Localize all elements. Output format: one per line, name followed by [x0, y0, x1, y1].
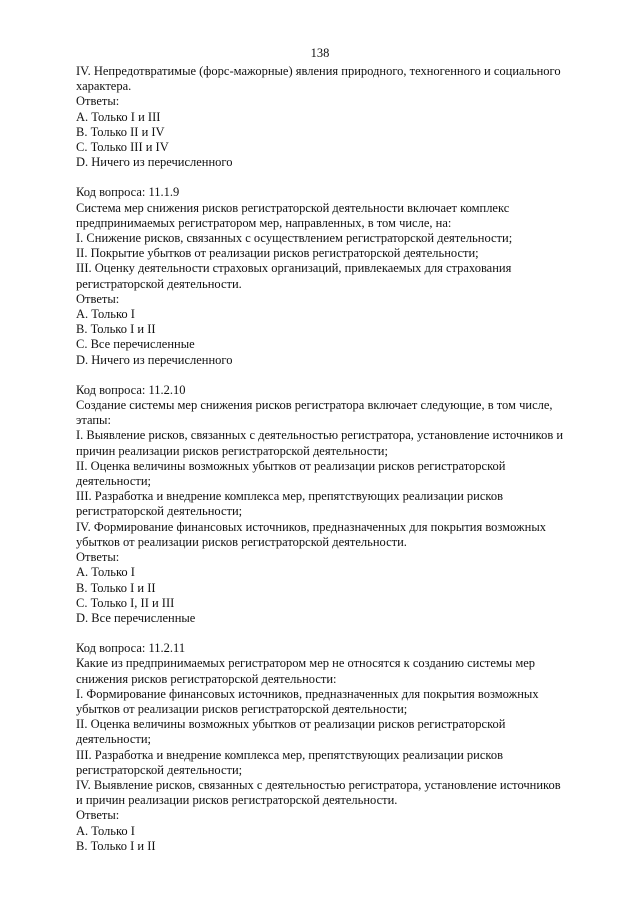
text-line: деятельности;: [76, 732, 152, 747]
text-line: III. Разработка и внедрение комплекса мер, препятствующих реализации рисков: [76, 489, 503, 504]
page-content: [76, 64, 596, 854]
text-line: III. Разработка и внедрение комплекса мер, препятствующих реализации рисков: [76, 747, 503, 762]
answer-option: B. Только I и II: [76, 322, 156, 337]
question-code: Код вопроса: 11.1.9: [76, 185, 180, 200]
text-line: I. Выявление рисков, связанных с деятельностью регистратора, установление источников и: [76, 428, 564, 443]
answers-label: Ответы:: [76, 550, 120, 565]
answers-label: Ответы:: [76, 808, 120, 823]
text-line: этапы:: [76, 413, 111, 428]
text-line: характера.: [76, 79, 132, 94]
text-line: Создание системы мер снижения рисков регистратора включает следующие, в том числе,: [76, 398, 553, 413]
answer-option: C. Только III и IV: [76, 140, 169, 155]
answer-option: A. Только I и III: [76, 109, 161, 124]
text-line: Какие из предпринимаемых регистратором мер не относятся к созданию системы мер: [76, 656, 536, 671]
question-code: Код вопроса: 11.2.10: [76, 382, 186, 397]
text-line: III. Оценку деятельности страховых организаций, привлекаемых для страхования: [76, 261, 512, 276]
page-number: 138: [310, 46, 330, 60]
answer-option: A. Только I: [76, 823, 135, 838]
text-line: II. Покрытие убытков от реализации рисков регистраторской деятельности;: [76, 246, 479, 261]
text-line: IV. Выявление рисков, связанных с деятельностью регистратора, установление источников: [76, 777, 561, 792]
answer-option: C. Все перечисленные: [76, 337, 195, 352]
text-line: I. Формирование финансовых источников, предназначенных для покрытия возможных: [76, 686, 539, 701]
question-block: [76, 383, 596, 626]
spacer: [76, 170, 596, 185]
question-block: [76, 64, 596, 170]
answer-option: A. Только I: [76, 307, 135, 322]
text-line: снижения рисков регистраторской деятельности:: [76, 671, 337, 686]
text-line: I. Снижение рисков, связанных с осуществлением регистраторской деятельности;: [76, 231, 513, 246]
text-line: регистраторской деятельности;: [76, 762, 243, 777]
answers-label: Ответы:: [76, 94, 120, 109]
answer-option: C. Только I, II и III: [76, 595, 175, 610]
question-block: [76, 641, 596, 854]
answer-option: D. Ничего из перечисленного: [76, 155, 233, 170]
answer-option: B. Только I и II: [76, 580, 156, 595]
text-line: причин реализации рисков регистраторской деятельности;: [76, 443, 388, 458]
text-line: IV. Непредотвратимые (форс-мажорные) явления природного, техногенного и социального: [76, 64, 561, 78]
answer-option: B. Только I и II: [76, 838, 156, 853]
spacer: [76, 368, 596, 383]
text-line: деятельности;: [76, 474, 152, 489]
answer-option: D. Ничего из перечисленного: [76, 352, 233, 367]
answer-option: A. Только I: [76, 565, 135, 580]
text-line: и причин реализации рисков регистраторской деятельности.: [76, 793, 398, 808]
text-line: II. Оценка величины возможных убытков от реализации рисков регистраторской: [76, 717, 506, 732]
text-line: регистраторской деятельности.: [76, 276, 242, 291]
question-code: Код вопроса: 11.2.11: [76, 641, 186, 656]
text-line: убытков от реализации рисков регистраторской деятельности;: [76, 701, 408, 716]
text-line: убытков от реализации рисков регистраторской деятельности.: [76, 534, 407, 549]
text-line: IV. Формирование финансовых источников, предназначенных для покрытия возможных: [76, 519, 547, 534]
answer-option: B. Только II и IV: [76, 124, 165, 139]
text-line: регистраторской деятельности;: [76, 504, 243, 519]
answers-label: Ответы:: [76, 291, 120, 306]
text-line: Система мер снижения рисков регистраторской деятельности включает комплекс: [76, 200, 510, 215]
answer-option: D. Все перечисленные: [76, 610, 196, 625]
text-line: II. Оценка величины возможных убытков от реализации рисков регистраторской: [76, 458, 506, 473]
spacer: [76, 626, 596, 641]
question-block: [76, 185, 596, 367]
text-line: предпринимаемых регистратором мер, направленных, в том числе, на:: [76, 215, 452, 230]
